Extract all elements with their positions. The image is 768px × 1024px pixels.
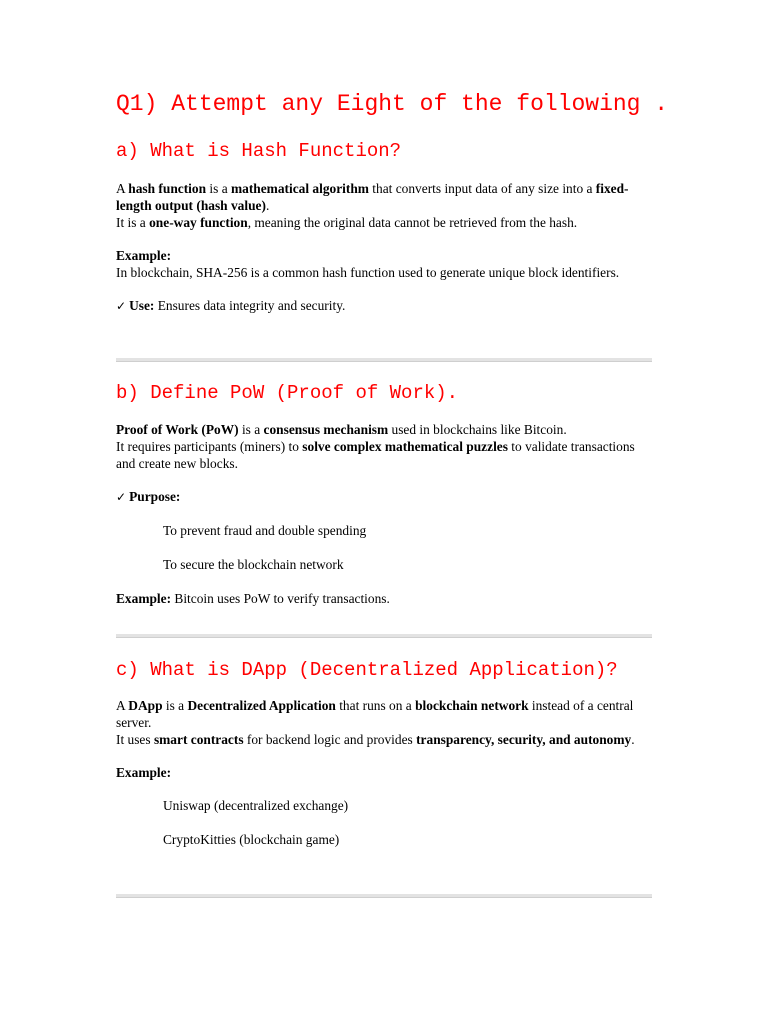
section-body — [116, 697, 652, 848]
check-mark-icon: ✓ — [116, 490, 127, 504]
section-body — [116, 421, 652, 607]
section-divider — [116, 634, 652, 638]
section-heading: b) Define PoW (Proof of Work). — [116, 382, 459, 404]
example-label: Example: — [116, 765, 172, 780]
section-dapp — [116, 657, 652, 865]
purpose-paragraph — [116, 488, 652, 506]
section-proof-of-work — [116, 380, 652, 623]
question-title: Q1) Attempt any Eight of the following . — [116, 91, 669, 117]
list-item: CryptoKitties (blockchain game) — [163, 832, 340, 847]
list-item: Uniswap (decentralized exchange) — [163, 798, 349, 813]
list-item: To prevent fraud and double spending — [163, 523, 367, 538]
section-heading: a) What is Hash Function? — [116, 140, 402, 162]
definition-paragraph: A hash function is a mathematical algorithm that converts input data of any size into a fixed-length output (hash value). It is a one-way function, meaning the original data cannot be retrieved from the hash. — [116, 181, 629, 230]
section-divider — [116, 358, 652, 362]
list-item: To secure the blockchain network — [163, 557, 344, 572]
section-heading: c) What is DApp (Decentralized Application)? — [116, 659, 618, 681]
example-paragraph — [116, 764, 652, 781]
use-paragraph — [116, 297, 652, 315]
section-divider — [116, 894, 652, 898]
example-paragraph — [116, 247, 652, 281]
use-label: Use: — [129, 298, 155, 313]
definition-paragraph: A DApp is a Decentralized Application that runs on a blockchain network instead of a central server. It uses smart contracts for backend logic and provides transparency, security, and autonomy. — [116, 698, 635, 747]
use-text: Ensures data integrity and security. — [154, 298, 346, 313]
example-label: Example: — [116, 591, 172, 606]
example-label: Example: — [116, 248, 172, 263]
example-text: Bitcoin uses PoW to verify transactions. — [171, 591, 390, 606]
purpose-label: Purpose: — [129, 489, 181, 504]
example-paragraph — [116, 590, 652, 607]
section-body — [116, 180, 652, 315]
check-mark-icon: ✓ — [116, 299, 127, 313]
definition-paragraph: Proof of Work (PoW) is a consensus mechanism used in blockchains like Bitcoin. It requires participants (miners) to solve complex mathematical puzzles to validate transactions and create new blocks. — [116, 422, 635, 471]
section-hash-function — [116, 138, 652, 331]
example-text: In blockchain, SHA-256 is a common hash function used to generate unique block identifiers. — [116, 265, 620, 280]
